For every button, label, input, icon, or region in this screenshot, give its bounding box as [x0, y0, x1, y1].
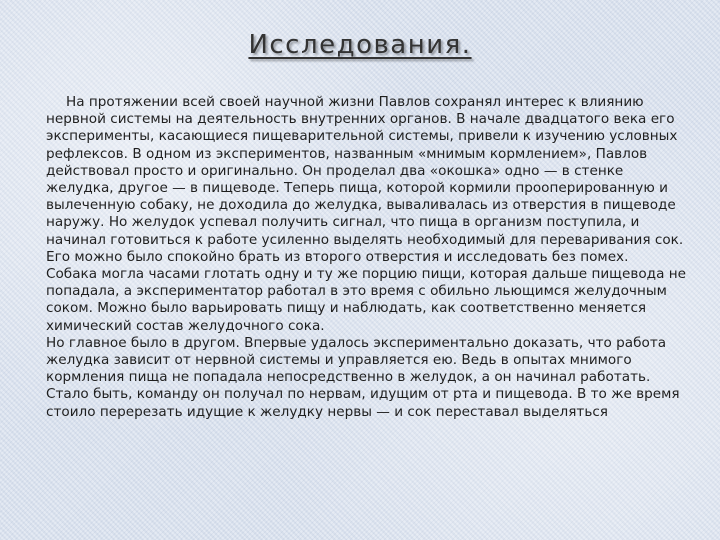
slide-title [0, 30, 720, 60]
paragraph-2: Собака могла часами глотать одну и ту же порцию пищи, которая дальше пищевода не попадала, а экспериментатор работал в это время с обильно льющимся желудочным соком. Можно было варьировать пищу и наблюдать, как соответственно меняется химический состав желудочного сока. [46, 266, 686, 334]
paragraph-3: Но главное было в другом. Впервые удалось экспериментально доказать, что работа желудка зависит от нервной системы и управляется ею. Ведь в опытах мнимого кормления пища не попадала непосредственно в желудок, а он начинал работать. Стало быть, команду он получал по нервам, идущим от рта и пищевода. В то же время стоило перерезать идущие к желудку нервы — и сок переставал выделяться [46, 334, 680, 420]
slide-title-text: Исследования. [248, 30, 472, 60]
paragraph-1: На протяжении всей своей научной жизни Павлов сохранял интерес к влиянию нервной системы на деятельность внутренних органов. В начале двадцатого века его эксперименты, касающиеся пищеварительной системы, привели к изучению условных рефлексов. В одном из экспериментов, названным «мнимым кормлением», Павлов действовал просто и оригинально. Он проделал два «окошка» одно — в стенке желудка, другое — в пищеводе. Теперь пища, которой кормили прооперированную и вылеченную собаку, не доходила до желудка, вываливалась из отверстия в пищеводе наружу. Но желудок успевал получить сигнал, что пища в организм поступила, и начинал готовиться к работе усиленно выделять необходимый для переваривания сок. Его можно было спокойно брать из второго отверстия и исследовать без помех. [46, 94, 684, 265]
body-text [46, 94, 686, 421]
